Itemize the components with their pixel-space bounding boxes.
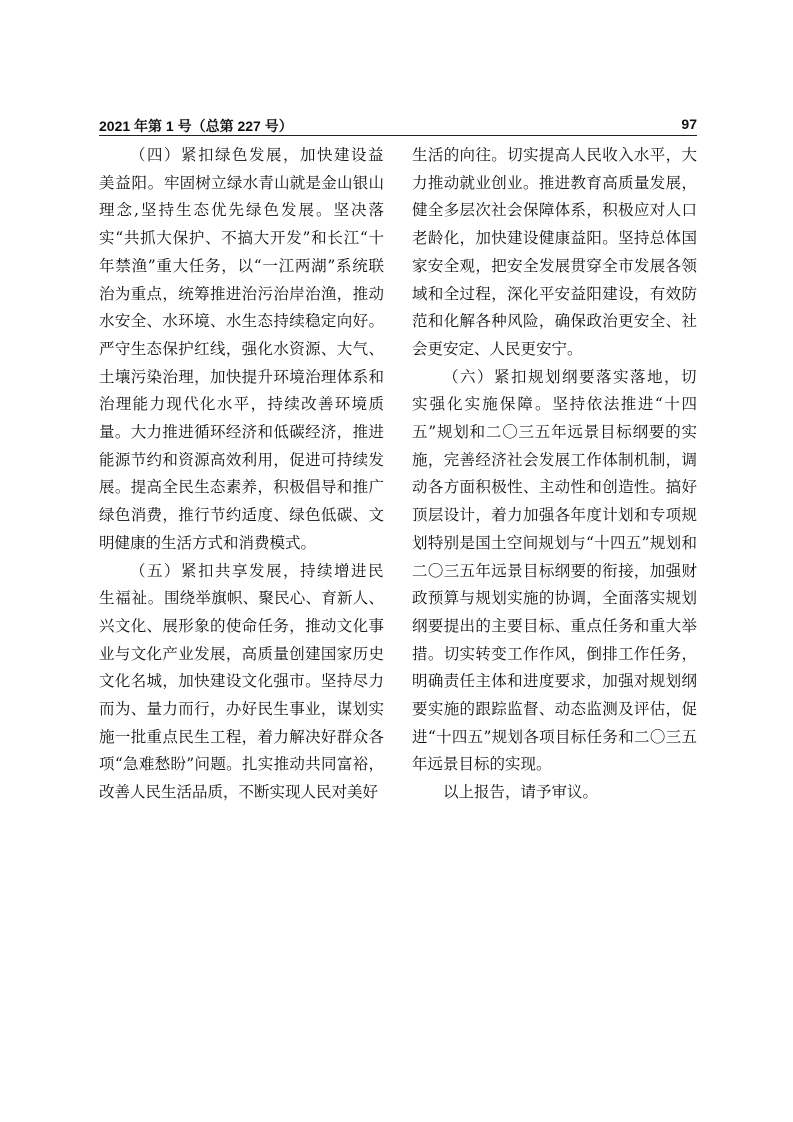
page-number: 97 [681, 116, 697, 132]
issue-label: 2021 年第 1 号（总第 227 号） [99, 118, 293, 134]
section-heading-4: （四）紧扣绿色发展，加快建设益美益阳。 [99, 146, 384, 192]
left-column [99, 142, 384, 807]
page-header [99, 114, 697, 134]
paragraph-plan-implementation [412, 364, 697, 780]
paragraph-body: 坚持依法推进“十四五”规划和二〇三五年远景目标纲要的实施，完善经济社会发展工作体制机制，调动各方面积极性、主动性和创造性。搞好顶层设计，着力加强各年度计划和专项规划特别是国土空间规划与“十四五”规划和二〇三五年远景目标纲要的衔接，加强财政预算与规划实施的协调，全面落实规划纲要提出的主要目标、重点任务和重大举措。切实转变工作作风，倒排工作任务，明确责任主体和进度要求，加强对规划纲要实施的跟踪监督、动态监测及评估，促进“十四五”规划各项目标任务和二〇三五年远景目标的实现。 [412, 395, 697, 774]
paragraph-shared-development [99, 558, 384, 807]
paragraph-body: 牢固树立绿水青山就是金山银山理念,坚持生态优先绿色发展。坚决落实“共抓大保护、不搞大开发”和长江“十年禁渔”重大任务，以“一江两湖”系统联治为重点，统筹推进治污治岸治渔，推动水安全、水环境、水生态持续稳定向好。严守生态保护红线，强化水资源、大气、土壤污染治理，加快提升环境治理体系和治理能力现代化水平，持续改善环境质量。大力推进循环经济和低碳经济，推进能源节约和资源高效利用，促进可持续发展。提高全民生态素养，积极倡导和推广绿色消费，推行节约适度、绿色低碳、文明健康的生活方式和消费模式。 [99, 173, 384, 552]
right-column [412, 142, 697, 807]
paragraph-green-development [99, 142, 384, 558]
header-rule [99, 135, 697, 136]
section-heading-6: （六）紧扣规划纲要落实落地，切实强化实施保障。 [412, 367, 697, 414]
paragraph-continuation: 生活的向往。切实提高人民收入水平，大力推动就业创业。推进教育高质量发展，健全多层次社会保障体系，积极应对人口老龄化，加快建设健康益阳。坚持总体国家安全观，把安全发展贯穿全市发展各领域和全过程，深化平安益阳建设，有效防范和化解各种风险，确保政治更安全、社会更安定、人民更安宁。 [412, 146, 697, 358]
paragraph-body: 围绕举旗帜、聚民心、育新人、兴文化、展形象的使命任务，推动文化事业与文化产业发展，高质量创建国家历史文化名城，加快建设文化强市。坚持尽力而为、量力而行，办好民生事业，谋划实施一批重点民生工程，着力解决好群众各项“急难愁盼”问题。扎实推动共同富裕，改善人民生活品质，不断实现人民对美好 [99, 589, 384, 802]
closing-line: 以上报告，请予审议。 [443, 783, 599, 802]
section-heading-5: （五）紧扣共享发展，持续增进民生福祉。 [99, 561, 384, 608]
